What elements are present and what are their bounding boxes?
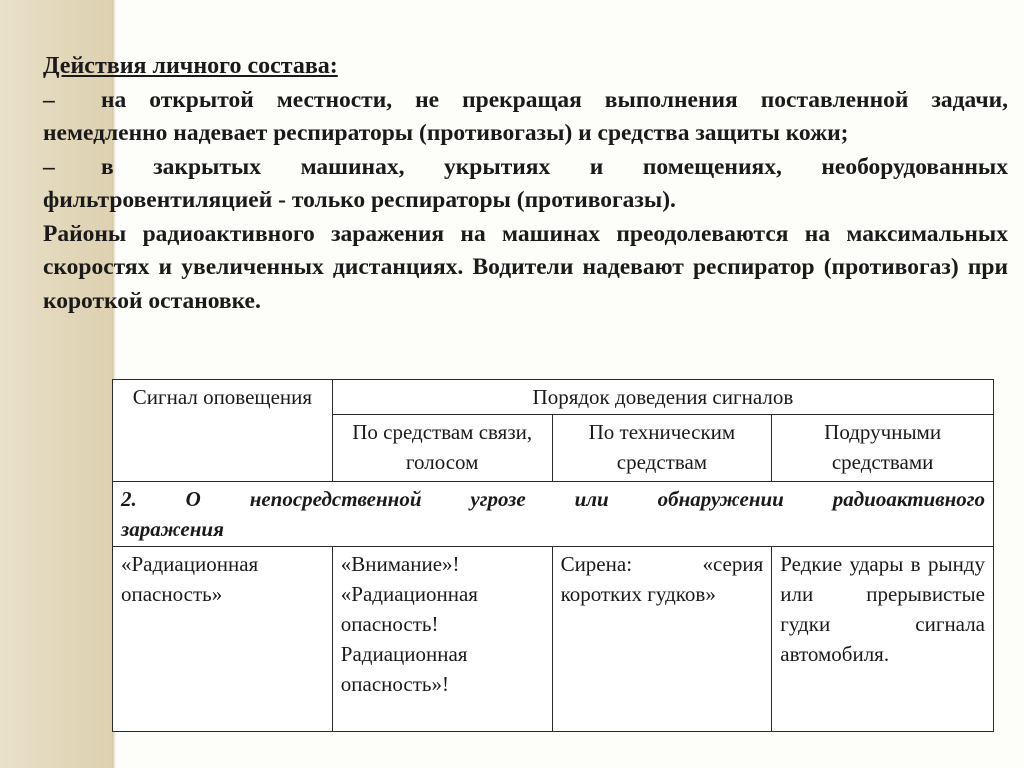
list-dash: – [43,86,55,113]
section-title [113,482,994,547]
slide-text [43,50,1008,318]
header-improvised: Подручными средствами [772,415,994,482]
header-technical: По техническим средствам [552,415,772,482]
table-row [113,547,994,732]
list-item-closed-vehicles [43,151,1008,218]
slide-heading: Действия личного состава: [43,53,338,79]
paragraph-contamination-areas: Районы радиоактивного заражения на машинах преодолеваются на максимальных скоростях и увеличенных дистанциях. Водители надевают респиратор (противогаз) при короткой остановке. [43,220,1008,314]
list-item-line1: в закрытых машинах, укрытиях и помещениях, необорудованных [101,153,1008,180]
list-item-line1: на открытой местности, не прекращая выполнения поставленной [101,86,909,113]
header-voice: По средствам связи, голосом [332,415,552,482]
section-title-line2: заражения [121,517,224,541]
cell-technical: Сирена: «серия коротких гудков» [552,547,772,732]
section-title-line1: 2. О непосредственной угрозе или обнаружении радиоактивного [121,487,985,511]
list-item-rest: задачи, немедленно надевает респираторы (противогазы) и средства защиты кожи; [43,86,1008,146]
signals-table [112,379,994,732]
list-dash: – [43,153,55,180]
cell-improvised: Редкие удары в рынду или прерывистые гудки сигнала автомобиля. [772,547,994,732]
cell-voice: «Внимание»! «Радиационная опасность! Радиационная опасность»! [332,547,552,732]
list-item-rest: фильтровентиляцией - только респираторы (противогазы). [43,187,676,213]
table-header-row [113,380,994,415]
table-section-row [113,482,994,547]
header-order: Порядок доведения сигналов [332,380,993,415]
header-signal: Сигнал оповещения [113,380,333,482]
cell-signal: «Радиационная опасность» [113,547,333,732]
list-item-open-area [43,84,1008,151]
